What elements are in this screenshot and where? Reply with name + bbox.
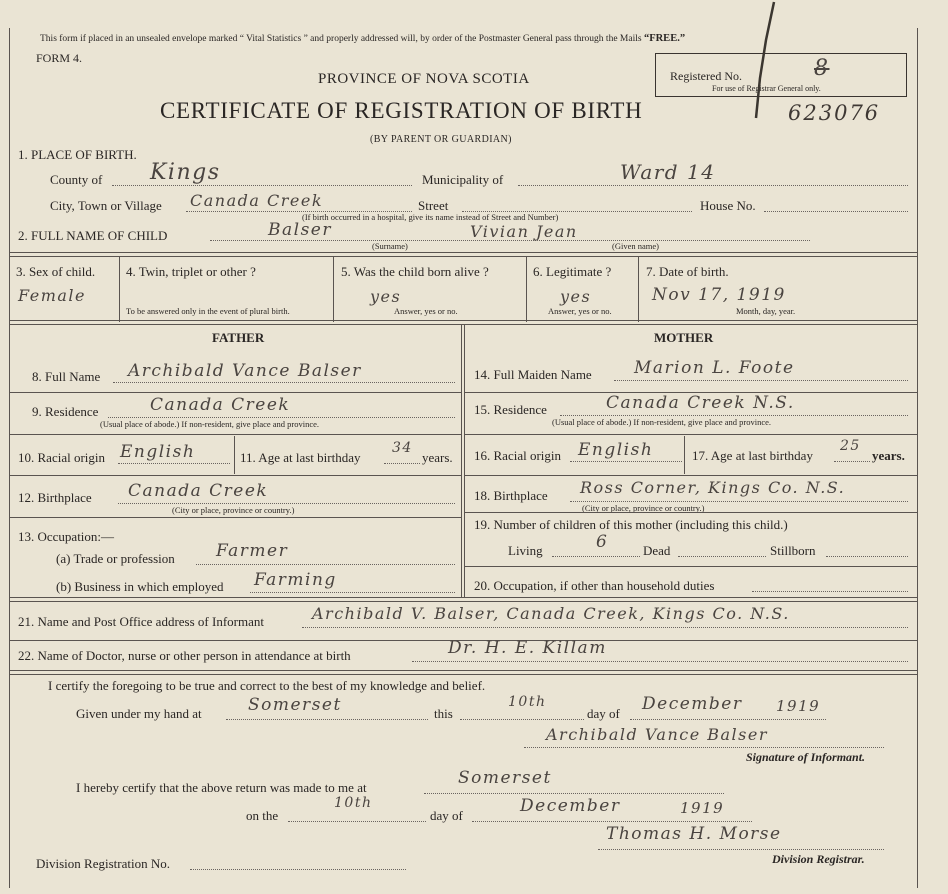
father-name-value: Archibald Vance Balser [128,361,362,381]
return-month: December [520,796,621,816]
divider-1 [9,252,917,257]
dead-label: Dead [643,543,671,558]
municipality-value: Ward 14 [620,160,716,184]
form-number: FORM 4. [36,51,83,65]
given-year: 1919 [776,697,821,715]
division-registrar-caption: Division Registrar. [772,852,865,866]
child-surname: Balser [268,220,332,240]
doctor-value: Dr. H. E. Killam [448,638,607,658]
province-heading: PROVINCE OF NOVA SCOTIA [318,71,530,87]
mother-race-label: 16. Racial origin [474,448,562,463]
surname-caption: (Surname) [372,241,408,251]
mother-birthplace-note: (City or place, province or country.) [582,503,705,513]
father-birthplace-line [118,503,455,504]
father-age-label: 11. Age at last birthday [240,450,361,465]
father-birthplace-note: (City or place, province or country.) [172,505,295,515]
date-note: Month, day, year. [736,306,796,316]
date-label: 7. Date of birth. [646,264,729,279]
mother-residence-value: Canada Creek N.S. [606,393,795,413]
alive-note: Answer, yes or no. [394,306,458,316]
date-value: Nov 17, 1919 [652,285,786,305]
mother-occupation-line [752,591,908,592]
mother-age-value: 25 [840,438,861,454]
page-title: CERTIFICATE OF REGISTRATION OF BIRTH [160,98,643,123]
right-border [917,28,918,888]
this-label: this [434,706,453,721]
given-day: 10th [508,694,547,710]
mother-residence-line [560,415,908,416]
given-day-line [460,719,584,720]
pen-stroke [740,0,780,130]
city-label: City, Town or Village [50,198,162,213]
hospital-note: (If birth occurred in a hospital, give its name instead of Street and Number) [302,212,559,222]
mother-name-label: 14. Full Maiden Name [474,367,592,382]
father-race-divider [234,436,235,474]
box-divider-4 [638,257,639,322]
legit-value: yes [560,287,592,306]
county-line [112,185,412,186]
mother-row-4-border [464,512,917,513]
return-place: Somerset [458,768,552,788]
left-border [9,28,10,888]
father-residence-line [108,417,455,418]
division-registration-line [190,869,406,870]
father-header: FATHER [212,330,265,345]
county-value: Kings [150,160,221,185]
father-birthplace-value: Canada Creek [128,481,269,501]
given-caption: (Given name) [612,241,659,251]
father-age-value: 34 [392,440,413,456]
page-subtitle: (BY PARENT OR GUARDIAN) [370,134,512,145]
registered-label: Registered No. [670,69,742,83]
father-name-label: 8. Full Name [32,369,101,384]
return-label: I hereby certify that the above return was made to me at [76,780,367,795]
given-place: Somerset [248,695,342,715]
postal-notice-free: “FREE.” [643,33,686,44]
informant-line [302,627,908,628]
father-residence-value: Canada Creek [150,395,291,415]
father-row-2-border [9,434,461,435]
father-row-4-border [9,517,461,518]
registrar-signature-line [598,849,884,850]
business-line [250,592,455,593]
house-label: House No. [700,198,756,213]
mother-row-3-border [464,475,917,476]
street-label: Street [418,198,449,213]
children-label: 19. Number of children of this mother (including this child.) [474,517,788,532]
father-race-value: English [120,442,196,462]
legit-note: Answer, yes or no. [548,306,612,316]
registrar-signature: Thomas H. Morse [606,824,782,844]
box-divider-2 [333,257,334,322]
municipality-label: Municipality of [422,172,504,187]
box-divider-3 [526,257,527,322]
place-of-birth-label: 1. PLACE OF BIRTH. [18,147,137,162]
informant-signature-caption: Signature of Informant. [746,750,866,764]
given-label: Given under my hand at [76,706,202,721]
return-day: 10th [334,795,373,811]
father-residence-label: 9. Residence [32,404,99,419]
doctor-line [412,661,908,662]
alive-label: 5. Was the child born alive ? [341,264,489,279]
county-label: County of [50,172,103,187]
return-day-line [288,821,426,822]
doctor-label: 22. Name of Doctor, nurse or other person in attendance at birth [18,648,351,663]
informant-label: 21. Name and Post Office address of Informant [18,614,264,629]
child-given-name: Vivian Jean [470,222,578,241]
parents-divider-b [464,325,465,597]
registrar-note: For use of Registrar General only. [712,84,821,93]
legit-label: 6. Legitimate ? [533,264,612,279]
business-label: (b) Business in which employed [56,579,224,594]
trade-value: Farmer [216,541,289,561]
mother-name-line [614,380,908,381]
mother-birthplace-value: Ross Corner, Kings Co. N.S. [580,478,846,497]
day-of-label: day of [587,706,620,721]
twin-note: To be answered only in the event of plural birth. [126,306,290,316]
father-name-line [113,382,455,383]
father-age-line [384,463,420,464]
city-value: Canada Creek [190,191,324,210]
informant-value: Archibald V. Balser, Canada Creek, Kings Co. N.S. [312,604,790,623]
return-month-line [472,821,752,822]
stamp-number: 623076 [788,101,881,125]
divider-3 [9,597,917,602]
certify-statement: I certify the foregoing to be true and correct to the best of my knowledge and belief. [48,678,486,693]
father-row-1-border [9,392,461,393]
mother-row-5-border [464,566,917,567]
return-place-line [424,793,724,794]
mother-age-label: 17. Age at last birthday [692,448,813,463]
divider-2 [9,320,917,325]
municipality-line [518,185,908,186]
father-race-label: 10. Racial origin [18,450,106,465]
informant-signature: Archibald Vance Balser [546,725,768,744]
return-day-of-label: day of [430,808,463,823]
mother-residence-label: 15. Residence [474,402,547,417]
living-label: Living [508,543,543,558]
mother-occupation-label: 20. Occupation, if other than household duties [474,578,715,593]
on-the-label: on the [246,808,279,823]
house-line [764,211,908,212]
trade-line [196,564,455,565]
registered-box [655,53,907,97]
business-value: Farming [254,570,337,590]
informant-signature-line [524,747,884,748]
trade-label: (a) Trade or profession [56,551,175,566]
division-registration-label: Division Registration No. [36,856,170,871]
twin-label: 4. Twin, triplet or other ? [126,264,256,279]
stillborn-line [826,556,908,557]
divider-4 [9,670,917,675]
stillborn-label: Stillborn [770,543,816,558]
mother-residence-note: (Usual place of abode.) If non-resident, give place and province. [552,417,772,427]
alive-value: yes [370,287,402,306]
occupation-label: 13. Occupation:— [18,529,115,544]
mother-race-value: English [578,440,654,460]
dead-line [678,556,766,557]
postal-notice-text: This form if placed in an unsealed envelope marked “ Vital Statistics ” and properly addressed will, by order of the Postmaster General pass through the Mails [40,34,642,44]
child-name-label: 2. FULL NAME OF CHILD [18,228,168,243]
living-value: 6 [596,532,609,552]
parents-divider-a [461,325,462,597]
mother-header: MOTHER [654,330,714,345]
father-birthplace-label: 12. Birthplace [18,490,92,505]
given-month-line [630,719,826,720]
given-place-line [226,719,428,720]
father-row-3-border [9,475,461,476]
mother-age-line [834,461,870,462]
father-years: years. [422,450,453,465]
mother-birthplace-line [570,501,908,502]
box-divider-1 [119,257,120,322]
mother-name-value: Marion L. Foote [634,358,795,378]
mother-years: years. [872,448,905,463]
living-line [552,556,640,557]
mother-birthplace-label: 18. Birthplace [474,488,548,503]
return-year: 1919 [680,799,725,817]
mother-race-line [570,461,682,462]
mother-race-divider [684,436,685,474]
sex-label: 3. Sex of child. [16,264,96,279]
father-residence-note: (Usual place of abode.) If non-resident, give place and province. [100,419,320,429]
postal-notice [40,33,685,44]
father-race-line [118,463,230,464]
sex-value: Female [18,286,86,305]
given-month: December [642,694,743,714]
registered-mark: 8 [814,56,830,81]
mother-row-2-border [464,434,917,435]
